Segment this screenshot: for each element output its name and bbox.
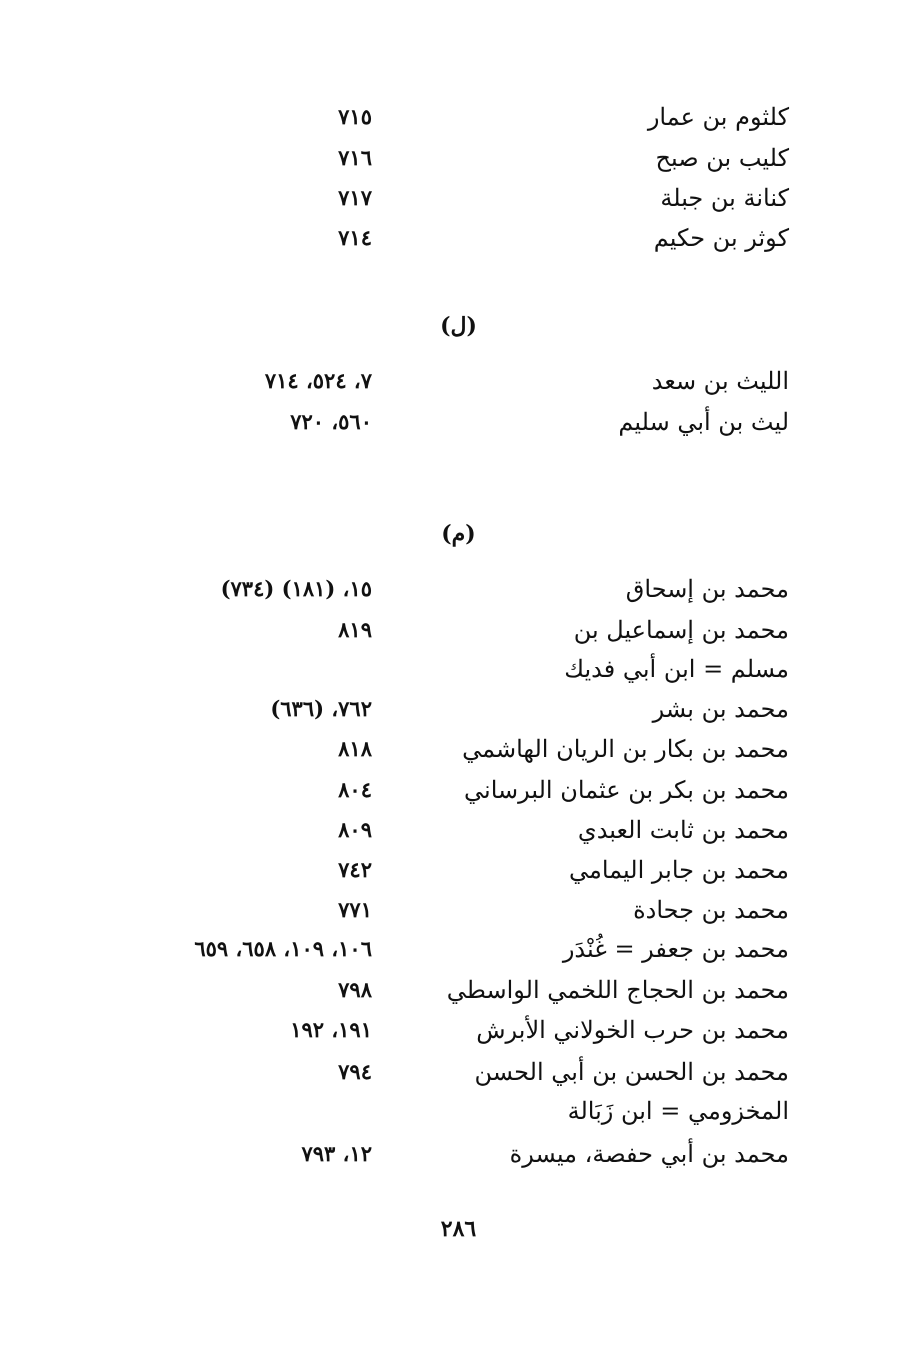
entry-name: محمد بن بكار بن الريان الهاشمي [462, 735, 789, 763]
index-entry [0, 181, 917, 221]
entry-name: ليث بن أبي سليم [618, 408, 789, 436]
index-entry [0, 932, 917, 972]
entry-name: محمد بن إسماعيل بن [573, 616, 789, 644]
entry-name: محمد بن ثابت العبدي [577, 816, 789, 844]
index-entry [0, 973, 917, 1013]
entry-pages: ٧٤٢ [338, 857, 372, 882]
entry-name: مسلم = ابن أبي فديك [564, 655, 789, 683]
entry-name: محمد بن بشر [652, 695, 789, 723]
entry-pages: ١٥، (١٨١) (٧٣٤) [220, 576, 372, 601]
entry-pages: ٧١٧ [338, 185, 372, 210]
entry-pages: ٨١٩ [338, 617, 372, 642]
index-entry [0, 1055, 917, 1095]
entry-pages: ٨١٨ [338, 736, 372, 761]
entry-pages: ٧١٦ [338, 145, 372, 170]
entry-name: محمد بن الحسن بن أبي الحسن [474, 1058, 789, 1086]
entry-name: محمد بن حرب الخولاني الأبرش [476, 1016, 789, 1044]
index-entry [0, 692, 917, 732]
index-entry [0, 1013, 917, 1053]
entry-name: محمد بن جابر اليمامي [569, 856, 789, 884]
entry-pages: ٧٧١ [338, 897, 372, 922]
index-entry [0, 100, 917, 140]
entry-pages: ٥٦٠، ٧٢٠ [290, 409, 372, 434]
entry-pages: ٧٩٨ [338, 977, 372, 1002]
page-number: ٢٨٦ [440, 1216, 477, 1242]
entry-pages: ١٩١، ١٩٢ [290, 1017, 372, 1042]
index-entry [0, 221, 917, 261]
index-entry-continuation [0, 1094, 917, 1134]
index-entry [0, 613, 917, 653]
entry-pages: ٧٦٢، (٦٣٦) [270, 696, 372, 721]
entry-name: المخزومي = ابن زَبَالة [567, 1097, 789, 1125]
entry-pages: ١٢، ٧٩٣ [301, 1141, 372, 1166]
entry-pages: ١٠٦، ١٠٩، ٦٥٨، ٦٥٩ [194, 936, 372, 961]
entry-name: محمد بن جعفر = غُنْدَر [562, 935, 789, 963]
index-entry [0, 773, 917, 813]
index-entry [0, 364, 917, 404]
index-entry [0, 1137, 917, 1177]
entry-pages: ٨٠٩ [338, 817, 372, 842]
entry-name: محمد بن جحادة [633, 896, 789, 924]
index-entry [0, 813, 917, 853]
entry-name: كنانة بن جبلة [660, 184, 789, 212]
index-entry [0, 853, 917, 893]
entry-pages: ٧١٥ [338, 104, 372, 129]
index-entry [0, 732, 917, 772]
entry-pages: ٧٩٤ [338, 1059, 372, 1084]
entry-name: كلثوم بن عمار [647, 103, 789, 131]
entry-name: كليب بن صبح [655, 144, 789, 172]
entry-pages: ٧، ٥٢٤، ٧١٤ [264, 368, 372, 393]
index-entry [0, 893, 917, 933]
entry-name: محمد بن الحجاج اللخمي الواسطي [446, 976, 789, 1004]
section-heading-l: (ل) [440, 313, 477, 339]
entry-name: الليث بن سعد [651, 367, 789, 395]
index-entry [0, 405, 917, 445]
index-entry [0, 141, 917, 181]
index-entry [0, 572, 917, 612]
entry-pages: ٨٠٤ [338, 777, 372, 802]
index-entry-continuation [0, 652, 917, 692]
entry-pages: ٧١٤ [338, 225, 372, 250]
section-heading-m: (م) [441, 521, 476, 547]
entry-name: محمد بن بكر بن عثمان البرساني [464, 776, 789, 804]
entry-name: محمد بن إسحاق [625, 575, 789, 603]
entry-name: محمد بن أبي حفصة، ميسرة [509, 1140, 789, 1168]
entry-name: كوثر بن حكيم [653, 224, 789, 252]
